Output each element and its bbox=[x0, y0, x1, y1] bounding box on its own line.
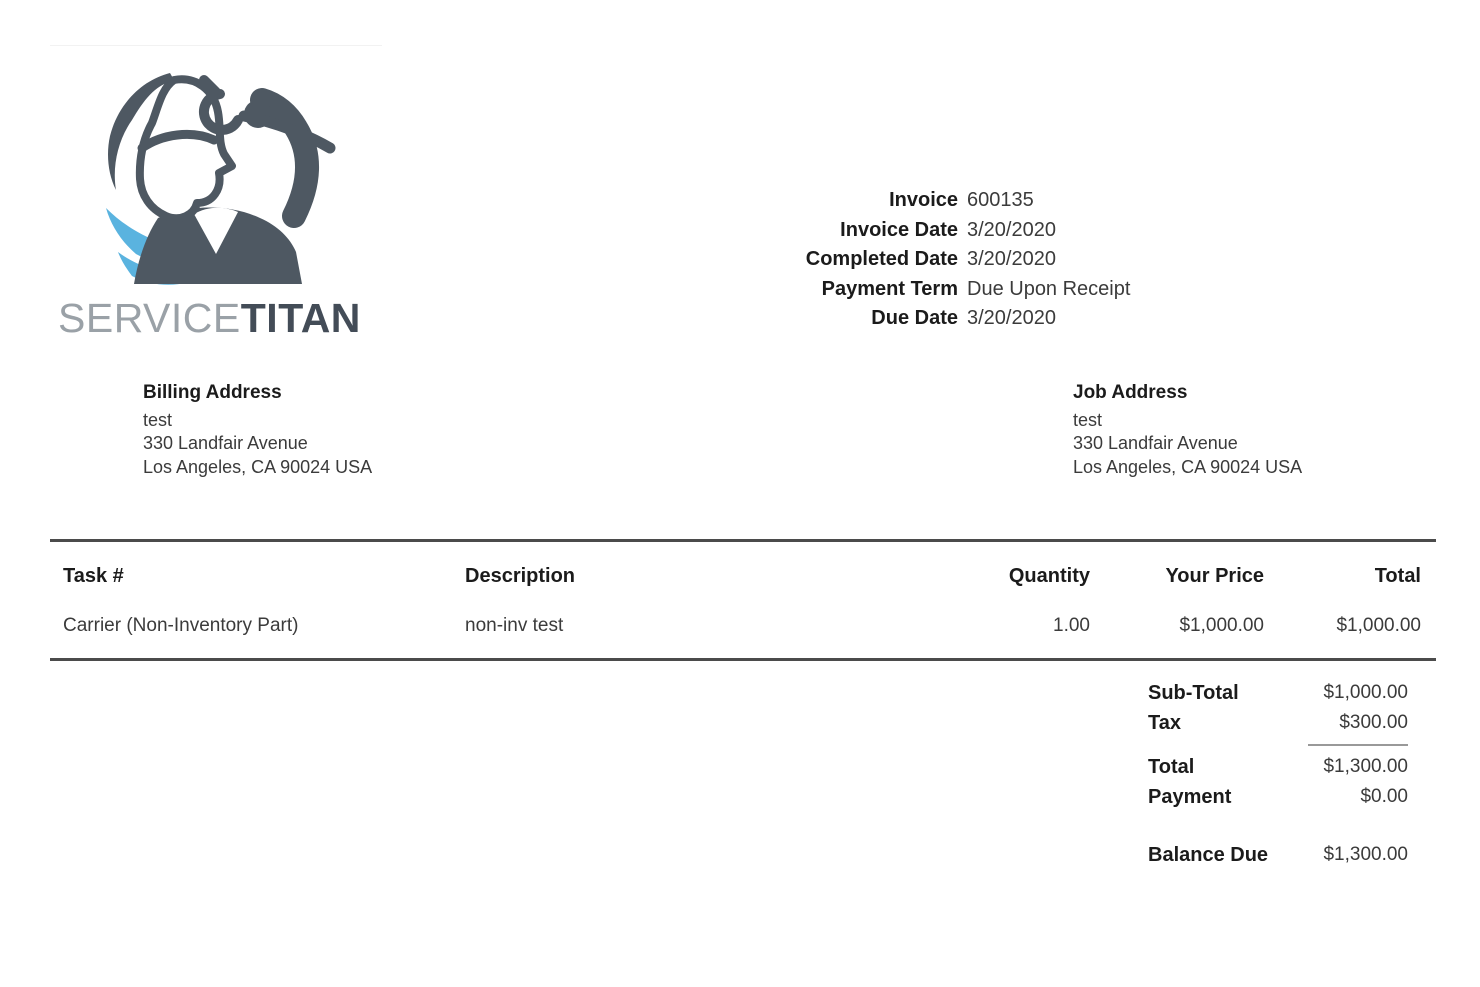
subtotal-row bbox=[1148, 678, 1408, 708]
item-your-price: $1,000.00 bbox=[1179, 615, 1264, 636]
payment-row bbox=[1148, 782, 1408, 812]
invoice-number-value: 600135 bbox=[967, 189, 1034, 211]
job-address-line: 330 Landfair Avenue bbox=[1073, 433, 1238, 453]
wordmark-service: SERVICE bbox=[58, 295, 241, 341]
servicetitan-wordmark bbox=[50, 295, 382, 341]
payment-value: $0.00 bbox=[1360, 786, 1408, 807]
totals-spacer bbox=[1148, 812, 1408, 840]
line-items-header-row bbox=[50, 542, 1436, 588]
subtotal-label: Sub-Total bbox=[1148, 682, 1239, 704]
job-address bbox=[1073, 381, 1433, 479]
billing-address-line: Los Angeles, CA 90024 USA bbox=[143, 456, 373, 477]
payment-term-value: Due Upon Receipt bbox=[967, 277, 1131, 300]
wordmark-titan: TITAN bbox=[240, 295, 361, 341]
header-task: Task # bbox=[63, 565, 124, 587]
total-value: $1,300.00 bbox=[1323, 756, 1408, 777]
job-address-title: Job Address bbox=[1073, 382, 1188, 403]
billing-address-line: 330 Landfair Avenue bbox=[143, 433, 308, 453]
balance-due-value: $1,300.00 bbox=[1323, 844, 1408, 865]
invoice-date-label: Invoice Date bbox=[840, 218, 958, 241]
invoice-date-value: 3/20/2020 bbox=[967, 218, 1056, 241]
servicetitan-logo bbox=[50, 45, 382, 339]
billing-address bbox=[143, 381, 503, 479]
totals-summary bbox=[1148, 678, 1408, 870]
line-items-table bbox=[50, 539, 1436, 661]
job-address-line: test bbox=[1073, 409, 1103, 430]
completed-date-label: Completed Date bbox=[805, 248, 958, 270]
job-address-line: Los Angeles, CA 90024 USA bbox=[1073, 456, 1303, 477]
balance-due-label: Balance Due bbox=[1148, 844, 1269, 866]
completed-date-row bbox=[590, 245, 1170, 275]
balance-due-row bbox=[1148, 840, 1408, 870]
line-item-row bbox=[50, 588, 1436, 658]
invoice-date-row bbox=[590, 216, 1170, 246]
totals-divider bbox=[1308, 744, 1408, 746]
due-date-value: 3/20/2020 bbox=[967, 307, 1056, 329]
item-description: non-inv test bbox=[465, 615, 564, 636]
due-date-label: Due Date bbox=[871, 307, 958, 329]
titan-wrench-icon bbox=[98, 56, 350, 294]
payment-term-label: Payment Term bbox=[821, 277, 958, 300]
header-quantity: Quantity bbox=[1008, 565, 1090, 587]
invoice-number-row bbox=[590, 186, 1170, 216]
completed-date-value: 3/20/2020 bbox=[967, 248, 1056, 270]
subtotal-value: $1,000.00 bbox=[1323, 682, 1408, 703]
header-your-price: Your Price bbox=[1165, 565, 1264, 587]
header-description: Description bbox=[465, 565, 576, 587]
billing-address-line: test bbox=[143, 409, 173, 430]
payment-term-row bbox=[590, 275, 1170, 305]
invoice-number-label: Invoice bbox=[889, 189, 958, 211]
header-total: Total bbox=[1374, 565, 1421, 587]
item-quantity: 1.00 bbox=[1053, 615, 1090, 636]
total-row bbox=[1148, 752, 1408, 782]
tax-row bbox=[1148, 708, 1408, 738]
total-label: Total bbox=[1148, 756, 1195, 778]
billing-address-title: Billing Address bbox=[143, 382, 282, 403]
invoice-meta bbox=[590, 186, 1170, 334]
payment-label: Payment bbox=[1148, 786, 1232, 808]
item-task: Carrier (Non-Inventory Part) bbox=[63, 615, 299, 636]
item-total: $1,000.00 bbox=[1336, 615, 1421, 636]
due-date-row bbox=[590, 304, 1170, 334]
tax-label: Tax bbox=[1148, 712, 1181, 734]
tax-value: $300.00 bbox=[1339, 712, 1408, 733]
